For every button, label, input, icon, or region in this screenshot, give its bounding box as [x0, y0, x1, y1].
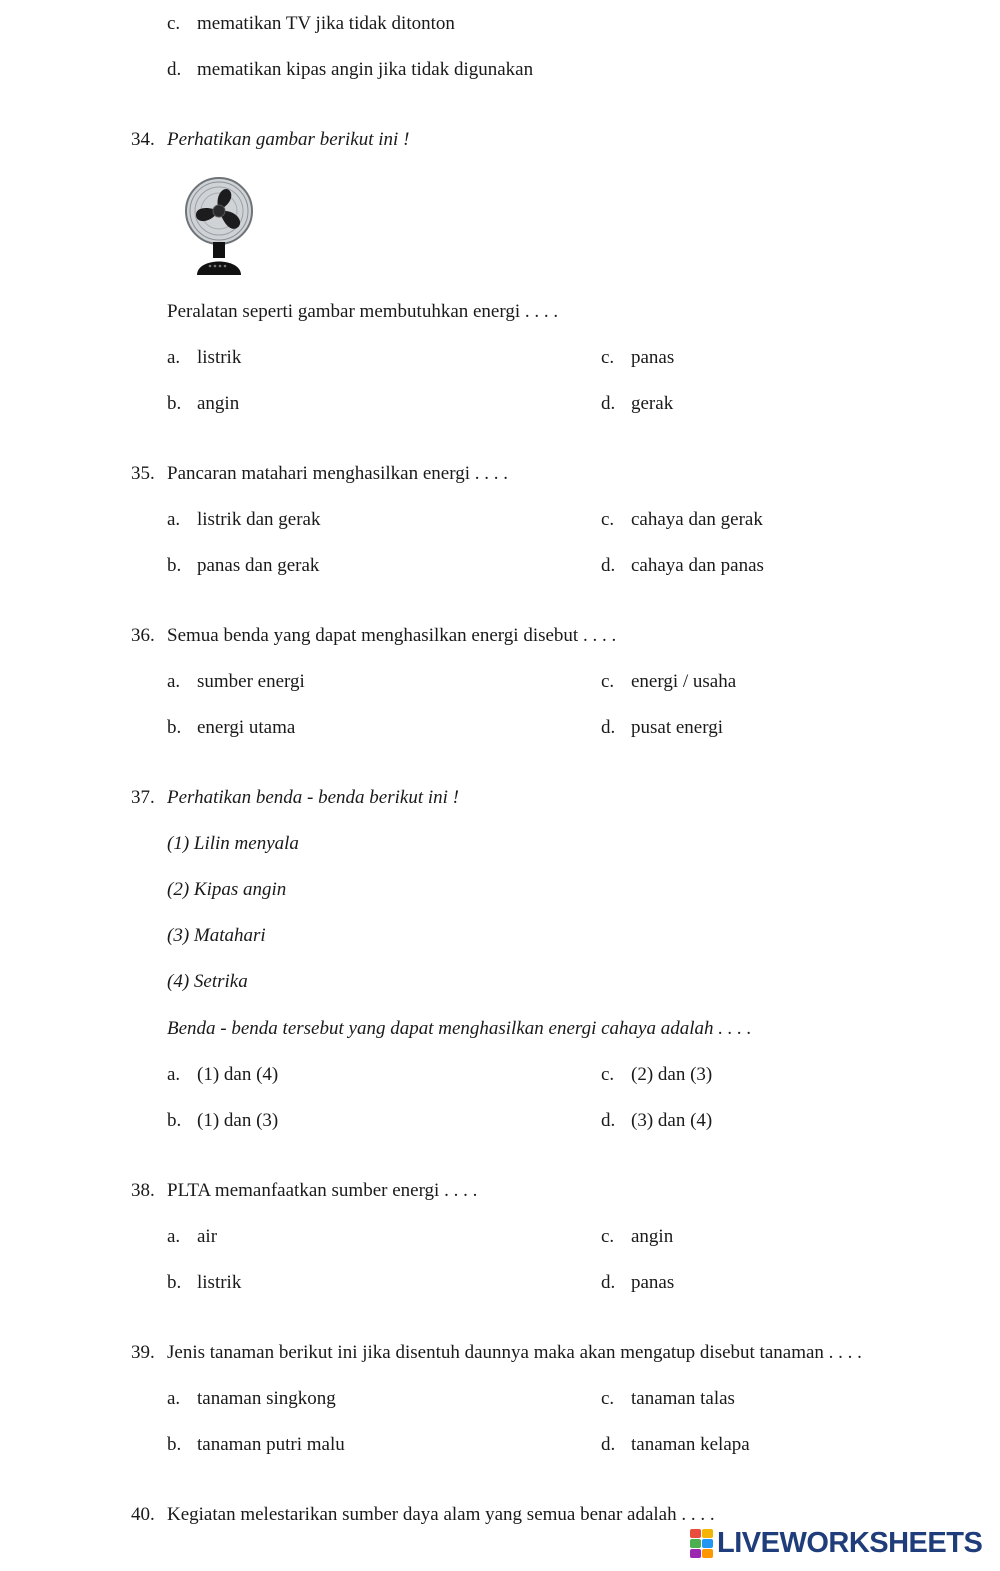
option-letter: b. [167, 1272, 182, 1293]
q37-item-3: (3) Matahari [167, 925, 266, 946]
option-letter: c. [601, 509, 615, 530]
logo-tile [702, 1539, 713, 1548]
question-prompt: Perhatikan gambar berikut ini ! [167, 129, 410, 150]
logo-tile [690, 1539, 701, 1548]
option-letter: b. [167, 717, 182, 738]
option-letter: d. [601, 1110, 616, 1131]
q34-prompt [131, 128, 409, 152]
option-text: (3) dan (4) [631, 1110, 713, 1131]
q34-stem: Peralatan seperti gambar membutuhkan energi . . . . [167, 301, 559, 322]
option-letter: b. [167, 1110, 182, 1131]
option-text: gerak [631, 393, 674, 414]
q39-option-c[interactable] [601, 1387, 735, 1411]
q38-option-a[interactable] [167, 1225, 217, 1249]
option-letter: d. [601, 717, 616, 738]
q37-option-b[interactable] [167, 1109, 278, 1133]
option-text: listrik [197, 347, 242, 368]
q34-option-d[interactable] [601, 392, 673, 416]
q37-item-4: (4) Setrika [167, 971, 248, 992]
q37-option-a[interactable] [167, 1063, 278, 1087]
question-text: PLTA memanfaatkan sumber energi . . . . [167, 1180, 478, 1201]
q37-prompt [131, 786, 459, 810]
question-text: Pancaran matahari menghasilkan energi . . . . [167, 463, 508, 484]
logo-tile [690, 1549, 701, 1558]
q33-option-c[interactable] [167, 12, 455, 36]
option-text: (2) dan (3) [631, 1064, 713, 1085]
q33-option-d[interactable] [167, 58, 533, 82]
q37-item-2: (2) Kipas angin [167, 879, 287, 900]
option-letter: a. [167, 509, 181, 530]
option-letter: d. [167, 59, 182, 80]
q38-option-b[interactable] [167, 1271, 241, 1295]
option-letter: c. [601, 1064, 615, 1085]
q38-option-d[interactable] [601, 1271, 674, 1295]
q36-option-c[interactable] [601, 670, 736, 694]
question-number: 34. [131, 129, 155, 150]
option-text: panas [631, 347, 675, 368]
option-text: panas [631, 1272, 675, 1293]
q34-option-a[interactable] [167, 346, 241, 370]
option-letter: c. [601, 1226, 615, 1247]
q38-option-c[interactable] [601, 1225, 673, 1249]
option-letter: b. [167, 555, 182, 576]
logo-text: LIVEWORKSHEETS [717, 1526, 983, 1559]
q39-option-b[interactable] [167, 1433, 345, 1457]
q35-option-a[interactable] [167, 508, 320, 532]
option-text: tanaman putri malu [197, 1434, 345, 1455]
logo-tile [702, 1549, 713, 1558]
q35-stem [131, 462, 508, 486]
option-letter: d. [601, 1272, 616, 1293]
option-text: cahaya dan panas [631, 555, 764, 576]
option-text: listrik [197, 1272, 242, 1293]
question-prompt: Perhatikan benda - benda berikut ini ! [167, 787, 459, 808]
question-number: 36. [131, 625, 155, 646]
option-letter: b. [167, 1434, 182, 1455]
q37-item-1: (1) Lilin menyala [167, 833, 299, 854]
q39-option-d[interactable] [601, 1433, 750, 1457]
option-text: angin [197, 393, 240, 414]
option-letter: c. [601, 671, 615, 692]
logo-tiles-icon [690, 1529, 713, 1558]
option-letter: a. [167, 1388, 181, 1409]
option-text: listrik dan gerak [197, 509, 321, 530]
logo-tile [690, 1529, 701, 1538]
option-letter: c. [167, 13, 181, 34]
option-text: sumber energi [197, 671, 305, 692]
option-letter: b. [167, 393, 182, 414]
question-text: Semua benda yang dapat menghasilkan energi disebut . . . . [167, 625, 617, 646]
option-text: tanaman singkong [197, 1388, 336, 1409]
question-text: Jenis tanaman berikut ini jika disentuh daunnya maka akan mengatup disebut tanaman . . . . [167, 1342, 862, 1363]
question-number: 40. [131, 1504, 155, 1525]
option-text: panas dan gerak [197, 555, 320, 576]
option-letter: c. [601, 347, 615, 368]
option-letter: d. [601, 393, 616, 414]
liveworksheets-logo [690, 1527, 982, 1559]
logo-tile [702, 1529, 713, 1538]
option-letter: a. [167, 671, 181, 692]
option-text: tanaman kelapa [631, 1434, 750, 1455]
option-letter: c. [601, 1388, 615, 1409]
option-letter: d. [601, 555, 616, 576]
q36-option-d[interactable] [601, 716, 723, 740]
electric-fan-image [183, 171, 255, 279]
q39-stem [131, 1341, 862, 1365]
option-text: energi utama [197, 717, 296, 738]
q35-option-b[interactable] [167, 554, 319, 578]
option-text: angin [631, 1226, 674, 1247]
option-letter: a. [167, 1226, 181, 1247]
q40-stem [131, 1503, 715, 1527]
question-text: Kegiatan melestarikan sumber daya alam yang semua benar adalah . . . . [167, 1504, 715, 1525]
q35-option-d[interactable] [601, 554, 764, 578]
option-letter: d. [601, 1434, 616, 1455]
q37-option-d[interactable] [601, 1109, 712, 1133]
option-letter: a. [167, 347, 181, 368]
q34-option-c[interactable] [601, 346, 674, 370]
option-text: tanaman talas [631, 1388, 735, 1409]
option-text: mematikan kipas angin jika tidak digunakan [197, 59, 534, 80]
option-text: pusat energi [631, 717, 723, 738]
option-text: air [197, 1226, 218, 1247]
q36-option-a[interactable] [167, 670, 305, 694]
question-number: 39. [131, 1342, 155, 1363]
option-text: mematikan TV jika tidak ditonton [197, 13, 455, 34]
q34-option-b[interactable] [167, 392, 239, 416]
q39-option-a[interactable] [167, 1387, 336, 1411]
q36-stem [131, 624, 616, 648]
question-number: 35. [131, 463, 155, 484]
option-text: (1) dan (4) [197, 1064, 279, 1085]
option-text: (1) dan (3) [197, 1110, 279, 1131]
q35-option-c[interactable] [601, 508, 763, 532]
q38-stem [131, 1179, 477, 1203]
option-text: energi / usaha [631, 671, 737, 692]
option-letter: a. [167, 1064, 181, 1085]
q37-stem: Benda - benda tersebut yang dapat menghasilkan energi cahaya adalah . . . . [167, 1018, 752, 1039]
question-number: 37. [131, 787, 155, 808]
option-text: cahaya dan gerak [631, 509, 763, 530]
q37-option-c[interactable] [601, 1063, 712, 1087]
question-number: 38. [131, 1180, 155, 1201]
q36-option-b[interactable] [167, 716, 295, 740]
